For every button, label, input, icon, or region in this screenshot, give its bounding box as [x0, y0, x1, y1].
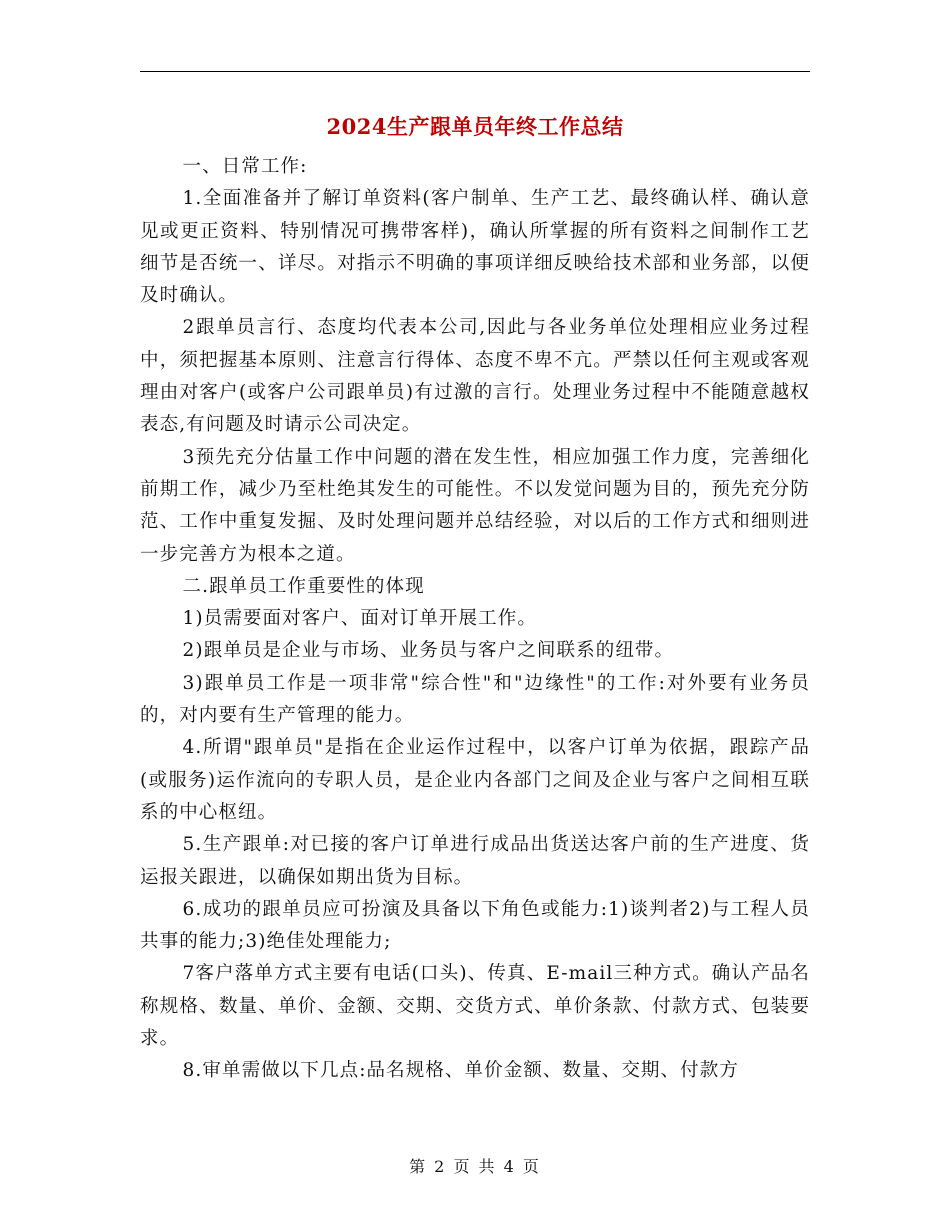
header-rule	[140, 71, 810, 72]
paragraph: 4.所谓"跟单员"是指在企业运作过程中，以客户订单为依据，跟踪产品(或服务)运作流向的专职人员，是企业内各部门之间及企业与客户之间相互联系的中心枢纽。	[140, 737, 810, 823]
paragraph: 8.审单需做以下几点:品名规格、单价金额、数量、交期、付款方	[182, 1060, 739, 1082]
page-number-footer: 第 2 页 共 4 页	[409, 1157, 541, 1176]
paragraph: 一、日常工作:	[182, 156, 308, 177]
paragraph: 3预先充分估量工作中问题的潜在发生性，相应加强工作力度，完善细化前期工作，减少乃至杜绝其发生的可能性。不以发觉问题为目的，预先充分防范、工作中重复发掘、及时处理问题并总结经验，对以后的工作方式和细则进一步完善方为根本之道。	[140, 446, 810, 565]
paragraph: 1.全面准备并了解订单资料(客户制单、生产工艺、最终确认样、确认意见或更正资料、特别情况可携带客样)，确认所掌握的所有资料之间制作工艺细节是否统一、详尽。对指示不明确的事项详细反映给技术部和业务部，以便及时确认。	[140, 188, 810, 307]
paragraph: 3)跟单员工作是一项非常"综合性"和"边缘性"的工作:对外要有业务员的，对内要有生产管理的能力。	[140, 672, 810, 727]
paragraph: 1)员需要面对客户、面对订单开展工作。	[182, 608, 537, 630]
document-title: 2024生产跟单员年终工作总结	[326, 114, 624, 139]
paragraph: 2)跟单员是企业与市场、业务员与客户之间联系的纽带。	[182, 640, 675, 662]
paragraph: 2跟单员言行、态度均代表本公司,因此与各业务单位处理相应业务过程中，须把握基本原则、注意言行得体、态度不卑不亢。严禁以任何主观或客观理由对客户(或客户公司跟单员)有过激的言行。处理业务过程中不能随意越权表态,有问题及时请示公司决定。	[140, 317, 810, 436]
paragraph: 6.成功的跟单员应可扮演及具备以下角色或能力:1)谈判者2)与工程人员共事的能力;3)绝佳处理能力;	[140, 898, 810, 953]
paragraph: 5.生产跟单:对已接的客户订单进行成品出货送达客户前的生产进度、货运报关跟进，以确保如期出货为目标。	[140, 834, 810, 888]
paragraph: 7客户落单方式主要有电话(口头)、传真、E-mail三种方式。确认产品名称规格、数量、单价、金额、交期、交货方式、单价条款、付款方式、包装要求。	[140, 963, 810, 1050]
paragraph: 二.跟单员工作重要性的体现	[182, 575, 425, 597]
document-body	[140, 151, 810, 1088]
